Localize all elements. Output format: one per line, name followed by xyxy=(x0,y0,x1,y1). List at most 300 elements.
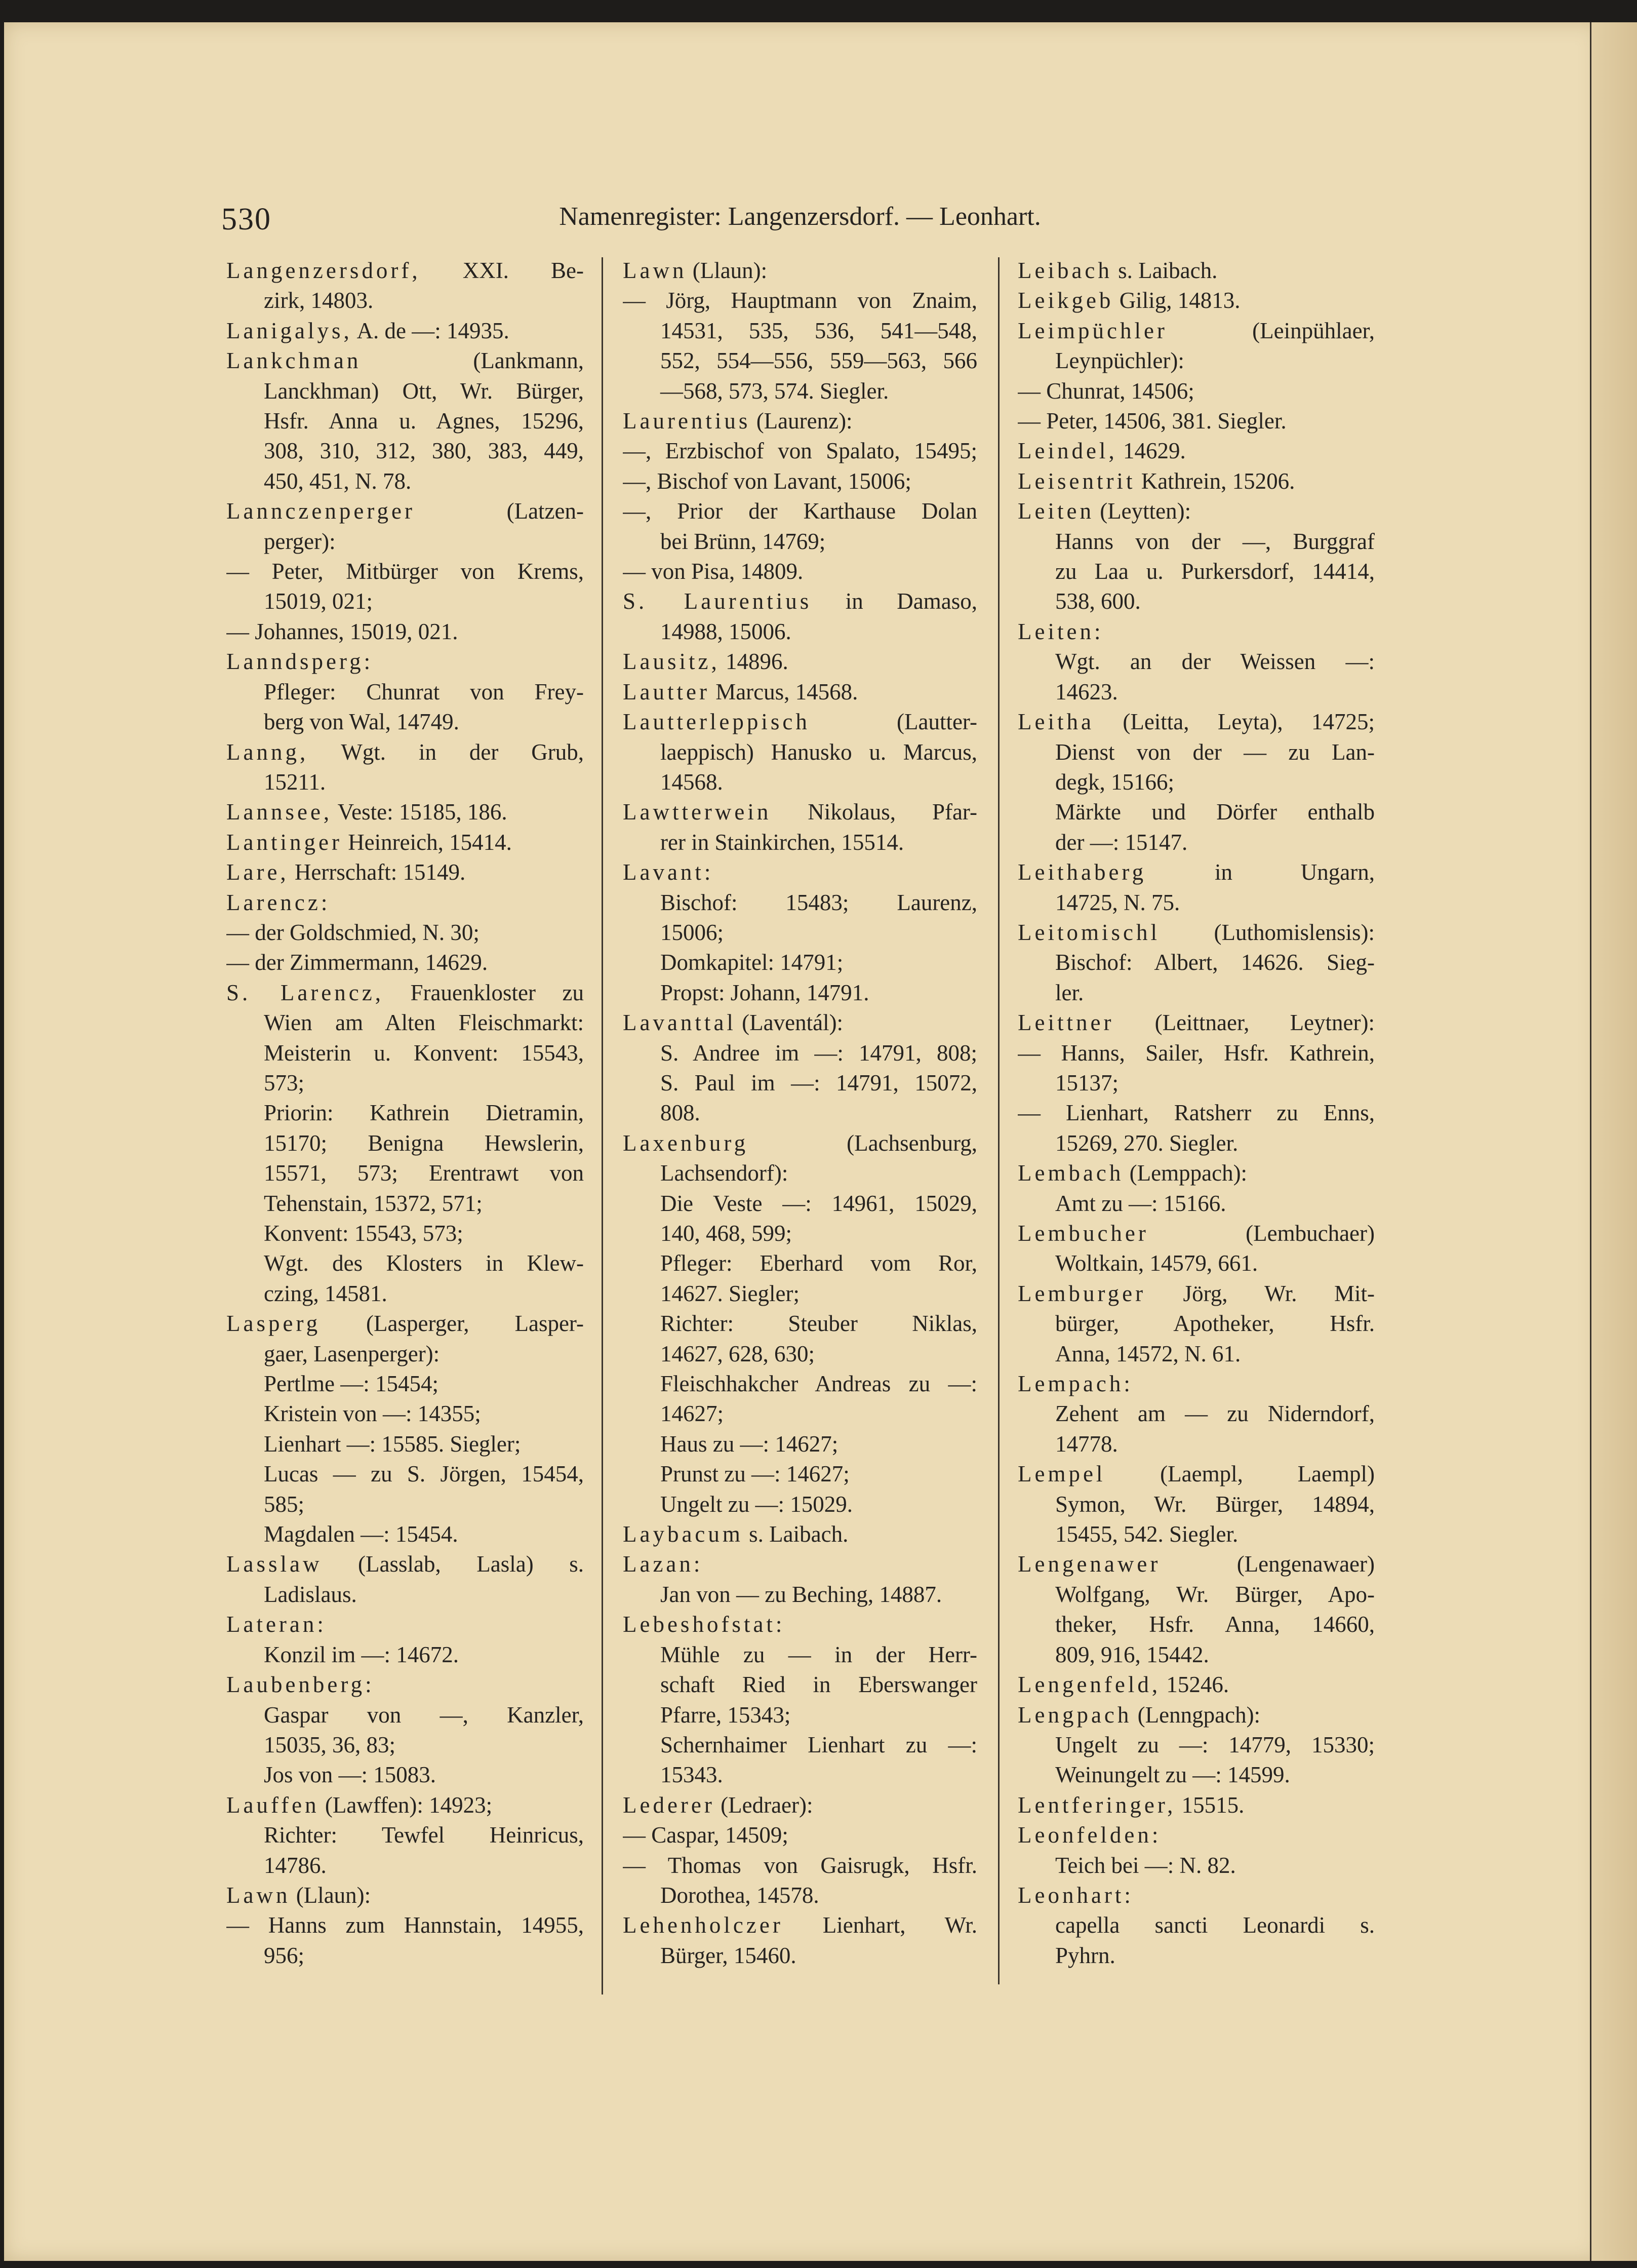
index-text: Richter: Tewfel Heinricus, xyxy=(264,1822,584,1848)
index-text: (Leytten): xyxy=(1094,498,1191,524)
index-headword: Leiten: xyxy=(1018,618,1104,644)
index-line xyxy=(226,1549,584,1579)
index-headword: Langenzersdorf, xyxy=(226,258,421,283)
index-line xyxy=(623,1700,977,1730)
index-text: (Lenngpach): xyxy=(1132,1702,1261,1728)
index-line xyxy=(1018,496,1375,526)
index-text: Bischof: Albert, 14626. Sieg- xyxy=(1055,950,1375,975)
index-line xyxy=(623,857,977,887)
index-line xyxy=(623,1248,977,1278)
index-text: Jos von —: 15083. xyxy=(264,1762,436,1788)
index-line xyxy=(623,1820,977,1850)
index-line xyxy=(623,557,977,586)
index-line xyxy=(226,1760,584,1790)
index-line xyxy=(226,586,584,616)
index-text: Pfleger: Chunrat von Frey- xyxy=(264,679,584,705)
index-line xyxy=(226,1820,584,1850)
index-text: Leynpüchler): xyxy=(1055,348,1184,374)
index-text: Konvent: 15543, 573; xyxy=(264,1221,463,1246)
index-text: perger): xyxy=(264,528,336,554)
index-text: Heinreich, 15414. xyxy=(342,829,512,855)
index-headword: Lasperg xyxy=(226,1311,321,1337)
index-column-3 xyxy=(1018,256,1375,1971)
index-line xyxy=(1018,1279,1375,1309)
index-text: capella sancti Leonardi s. xyxy=(1055,1912,1375,1938)
index-line xyxy=(623,1851,977,1881)
index-line xyxy=(1018,466,1375,496)
index-text: Lucas — zu S. Jörgen, 15454, xyxy=(264,1461,584,1487)
index-headword: Lederer xyxy=(623,1792,715,1818)
index-text: (Lasslab, Lasla) s. xyxy=(322,1551,584,1577)
index-line xyxy=(226,617,584,647)
index-line xyxy=(1018,316,1375,346)
index-headword: Leimpüchler xyxy=(1018,318,1168,343)
index-headword: Leisentrit xyxy=(1018,468,1136,494)
index-text: Wgt. in der Grub, xyxy=(308,739,584,765)
index-line xyxy=(1018,376,1375,406)
index-text: (Laempl, Laempl) xyxy=(1105,1461,1375,1487)
index-text: 15343. xyxy=(660,1762,723,1788)
index-text: Teich bei —: N. 82. xyxy=(1055,1852,1236,1878)
index-headword: Laybacum xyxy=(623,1521,743,1547)
index-line xyxy=(623,1339,977,1369)
index-text: Herrschaft: 15149. xyxy=(289,859,466,885)
index-line xyxy=(1018,1429,1375,1459)
index-text: Frauenkloster zu xyxy=(383,980,584,1005)
index-line xyxy=(226,1730,584,1760)
index-text: in Ungarn, xyxy=(1146,859,1375,885)
index-text: Meisterin u. Konvent: 15543, xyxy=(264,1040,584,1066)
index-headword: Lawtterwein xyxy=(623,799,772,825)
index-text: Gilig, 14813. xyxy=(1113,288,1241,314)
index-line xyxy=(1018,1369,1375,1399)
index-line xyxy=(623,1219,977,1248)
index-line xyxy=(623,496,977,526)
index-headword: Leiten xyxy=(1018,498,1094,524)
index-line xyxy=(623,527,977,557)
index-line xyxy=(226,1640,584,1670)
index-text: Kathrein, 15206. xyxy=(1135,468,1295,494)
index-line xyxy=(623,1580,977,1610)
index-line xyxy=(623,828,977,857)
index-text: Die Veste —: 14961, 15029, xyxy=(660,1190,977,1216)
index-line xyxy=(226,1189,584,1219)
index-text: 15137; xyxy=(1055,1070,1119,1096)
index-line xyxy=(1018,256,1375,286)
index-line xyxy=(623,316,977,346)
index-text: Wien am Alten Fleischmarkt: xyxy=(264,1010,584,1036)
index-headword: Laxenburg xyxy=(623,1130,749,1156)
index-line xyxy=(623,767,977,797)
index-line xyxy=(1018,1128,1375,1158)
index-headword: Lankchman xyxy=(226,348,362,374)
index-text: Nikolaus, Pfar- xyxy=(771,799,977,825)
index-text: 15006; xyxy=(660,919,724,945)
index-line xyxy=(623,1490,977,1519)
index-headword: Lasslaw xyxy=(226,1551,323,1577)
index-text: rer in Stainkirchen, 15514. xyxy=(660,829,904,855)
index-text: Hsfr. Anna u. Agnes, 15296, xyxy=(264,408,584,434)
index-line xyxy=(623,1730,977,1760)
index-text: (Lawffen): 14923; xyxy=(319,1792,493,1818)
index-line xyxy=(226,1038,584,1068)
index-text: 538, 600. xyxy=(1055,589,1141,614)
index-line xyxy=(226,376,584,406)
index-line xyxy=(623,1790,977,1820)
index-text: XXI. Be- xyxy=(420,258,584,283)
index-text: Wgt. an der Weissen —: xyxy=(1055,649,1375,675)
index-text: (Leinpühlaer, xyxy=(1167,318,1375,343)
index-text: 14531, 535, 536, 541—548, xyxy=(660,318,977,343)
index-line xyxy=(226,406,584,436)
index-text: — Johannes, 15019, 021. xyxy=(226,618,458,644)
index-line xyxy=(623,617,977,647)
index-headword: Leonfelden: xyxy=(1018,1822,1162,1848)
index-text: Jan von — zu Beching, 14887. xyxy=(660,1581,942,1607)
index-line xyxy=(1018,797,1375,827)
index-text: schaft Ried in Eberswanger xyxy=(660,1672,977,1698)
index-line xyxy=(623,1429,977,1459)
index-text: Märkte und Dörfer enthalb xyxy=(1055,799,1375,825)
index-column-1 xyxy=(226,256,584,1971)
index-text: 140, 468, 599; xyxy=(660,1221,792,1246)
index-text: 14627, 628, 630; xyxy=(660,1341,815,1366)
index-line xyxy=(623,286,977,316)
index-headword: Lausitz, xyxy=(623,649,720,675)
index-line xyxy=(623,918,977,948)
index-text: Weinungelt zu —: 14599. xyxy=(1055,1762,1290,1788)
index-text: Pyhrn. xyxy=(1055,1942,1115,1968)
index-line xyxy=(226,707,584,737)
index-text: Priorin: Kathrein Dietramin, xyxy=(264,1100,584,1126)
index-line xyxy=(1018,647,1375,677)
index-line xyxy=(1018,1851,1375,1881)
index-line xyxy=(623,586,977,616)
index-line xyxy=(1018,1490,1375,1519)
index-text: gaer, Lasenperger): xyxy=(264,1341,440,1366)
index-line xyxy=(226,1700,584,1730)
index-line xyxy=(1018,978,1375,1008)
index-text: Ungelt zu —: 14779, 15330; xyxy=(1055,1732,1375,1757)
index-text: Tehenstain, 15372, 571; xyxy=(264,1190,483,1216)
index-headword: Leibach xyxy=(1018,258,1112,283)
index-text: 14725, N. 75. xyxy=(1055,889,1180,915)
index-headword: Lautter xyxy=(623,679,710,705)
index-line xyxy=(226,1580,584,1610)
index-text: (Lengenawaer) xyxy=(1161,1551,1375,1577)
index-line xyxy=(1018,1941,1375,1971)
index-text: (Ledraer): xyxy=(714,1792,813,1818)
index-text: 15246. xyxy=(1161,1672,1229,1698)
index-text: Schernhaimer Lienhart zu —: xyxy=(660,1732,977,1757)
index-text: (Lachsenburg, xyxy=(748,1130,977,1156)
index-line xyxy=(226,978,584,1008)
index-text: — Thomas von Gaisrugk, Hsfr. xyxy=(623,1852,977,1878)
index-text: S. Paul im —: 14791, 15072, xyxy=(660,1070,977,1096)
index-text: Dorothea, 14578. xyxy=(660,1882,819,1908)
index-line xyxy=(1018,857,1375,887)
index-line xyxy=(623,1008,977,1038)
index-line xyxy=(226,1369,584,1399)
index-line xyxy=(623,1640,977,1670)
index-line xyxy=(623,1610,977,1639)
index-line xyxy=(226,256,584,286)
index-line xyxy=(1018,1068,1375,1098)
index-text: — Hanns zum Hannstain, 14955, xyxy=(226,1912,584,1938)
index-headword: Lehenholczer xyxy=(623,1912,783,1938)
index-line xyxy=(623,1068,977,1098)
index-headword: S. Laurentius xyxy=(623,589,812,614)
index-line xyxy=(226,1399,584,1429)
index-text: (Leittnaer, Leytner): xyxy=(1114,1010,1375,1036)
index-line xyxy=(1018,286,1375,316)
index-text: Richter: Steuber Niklas, xyxy=(660,1311,977,1337)
index-text: 14627; xyxy=(660,1401,724,1427)
index-text: 585; xyxy=(264,1491,305,1517)
index-line xyxy=(226,1910,584,1940)
index-line xyxy=(1018,1760,1375,1790)
index-headword: Lauffen xyxy=(226,1792,320,1818)
index-text: — Jörg, Hauptmann von Znaim, xyxy=(623,288,977,314)
index-headword: Leonhart: xyxy=(1018,1882,1134,1908)
index-text: Ungelt zu —: 15029. xyxy=(660,1491,853,1517)
index-line xyxy=(226,767,584,797)
index-line xyxy=(1018,828,1375,857)
index-line xyxy=(1018,1820,1375,1850)
index-text: in Damaso, xyxy=(812,589,977,614)
index-text: — Caspar, 14509; xyxy=(623,1822,788,1848)
index-line xyxy=(1018,737,1375,767)
index-line xyxy=(226,857,584,887)
index-line xyxy=(226,1670,584,1700)
index-line xyxy=(1018,406,1375,436)
index-line xyxy=(1018,1219,1375,1248)
index-text: Pfleger: Eberhard vom Ror, xyxy=(660,1250,977,1276)
index-text: —, Prior der Karthause Dolan xyxy=(623,498,977,524)
index-text: ler. xyxy=(1055,980,1084,1005)
index-line xyxy=(226,1790,584,1820)
index-text: Haus zu —: 14627; xyxy=(660,1431,839,1457)
index-line xyxy=(1018,1640,1375,1670)
index-line xyxy=(226,1309,584,1339)
index-headword: Leitomischl xyxy=(1018,919,1160,945)
index-headword: Laurentius xyxy=(623,408,751,434)
index-line xyxy=(623,978,977,1008)
index-line xyxy=(226,1490,584,1519)
index-headword: Leindel, xyxy=(1018,438,1117,464)
index-line xyxy=(623,1038,977,1068)
index-line xyxy=(1018,586,1375,616)
index-text: A. de —: 14935. xyxy=(352,318,509,343)
index-headword: Leikgeb xyxy=(1018,288,1114,314)
index-text: (Llaun): xyxy=(290,1882,371,1908)
index-text: berg von Wal, 14749. xyxy=(264,709,459,735)
index-headword: Lebeshofstat: xyxy=(623,1612,785,1637)
index-line xyxy=(623,1369,977,1399)
index-text: Wgt. des Klosters in Klew- xyxy=(264,1250,584,1276)
index-line xyxy=(1018,1790,1375,1820)
index-text: Bürger, 15460. xyxy=(660,1942,796,1968)
index-line xyxy=(623,1459,977,1489)
index-text: Kristein von —: 14355; xyxy=(264,1401,481,1427)
index-headword: Lanng, xyxy=(226,739,309,765)
index-headword: Lemburger xyxy=(1018,1280,1146,1306)
index-text: —, Bischof von Lavant, 15006; xyxy=(623,468,911,494)
index-text: — Peter, 14506, 381. Siegler. xyxy=(1018,408,1287,434)
index-text: Marcus, 14568. xyxy=(709,679,858,705)
index-headword: Lavanttal xyxy=(623,1010,736,1036)
index-text: theker, Hsfr. Anna, 14660, xyxy=(1055,1612,1375,1637)
index-line xyxy=(226,1519,584,1549)
index-text: (Laventál): xyxy=(736,1010,844,1036)
index-text: Symon, Wr. Bürger, 14894, xyxy=(1055,1491,1375,1517)
index-text: Konzil im —: 14672. xyxy=(264,1641,459,1667)
index-text: bürger, Apotheker, Hsfr. xyxy=(1055,1311,1375,1337)
index-line xyxy=(226,557,584,586)
index-line xyxy=(226,1279,584,1309)
index-text: der —: 15147. xyxy=(1055,829,1188,855)
index-line xyxy=(226,1158,584,1188)
index-text: s. Laibach. xyxy=(1112,258,1218,283)
index-line xyxy=(226,527,584,557)
index-text: (Leitta, Leyta), 14725; xyxy=(1094,709,1375,735)
index-line xyxy=(1018,1339,1375,1369)
index-text: 573; xyxy=(264,1070,305,1096)
index-line xyxy=(1018,1549,1375,1579)
index-line xyxy=(1018,677,1375,707)
index-line xyxy=(623,888,977,918)
index-line xyxy=(1018,436,1375,466)
index-text: laeppisch) Hanusko u. Marcus, xyxy=(660,739,977,765)
index-text: Amt zu —: 15166. xyxy=(1055,1190,1226,1216)
index-text: 450, 451, N. 78. xyxy=(264,468,412,494)
index-text: degk, 15166; xyxy=(1055,769,1174,795)
index-line xyxy=(623,1279,977,1309)
index-line xyxy=(1018,1399,1375,1429)
index-headword: Lembach xyxy=(1018,1160,1124,1186)
index-text: Ladislaus. xyxy=(264,1581,357,1607)
index-text: 808. xyxy=(660,1100,700,1126)
index-line xyxy=(623,376,977,406)
index-line xyxy=(1018,1309,1375,1339)
index-text: 956; xyxy=(264,1942,305,1968)
index-line xyxy=(623,1158,977,1188)
index-text: Fleischhakcher Andreas zu —: xyxy=(660,1371,977,1397)
index-text: — von Pisa, 14809. xyxy=(623,559,804,584)
index-line xyxy=(623,1399,977,1429)
index-line xyxy=(1018,1158,1375,1188)
index-text: 14988, 15006. xyxy=(660,618,791,644)
index-line xyxy=(1018,617,1375,647)
index-text: Bischof: 15483; Laurenz, xyxy=(660,889,977,915)
index-text: Anna, 14572, N. 61. xyxy=(1055,1341,1241,1366)
index-text: 14568. xyxy=(660,769,723,795)
index-headword: Lembucher xyxy=(1018,1221,1149,1246)
index-text: (Lankmann, xyxy=(361,348,584,374)
index-line xyxy=(226,647,584,677)
index-text: bei Brünn, 14769; xyxy=(660,528,826,554)
index-headword: Lautterleppisch xyxy=(623,709,810,735)
index-headword: Lengpach xyxy=(1018,1702,1132,1728)
index-text: 15269, 270. Siegler. xyxy=(1055,1130,1239,1156)
index-line xyxy=(1018,767,1375,797)
index-text: Pertlme —: 15454; xyxy=(264,1371,438,1397)
index-text: zirk, 14803. xyxy=(264,288,374,314)
index-line xyxy=(623,1910,977,1940)
index-line xyxy=(226,1429,584,1459)
index-text: 15170; Benigna Hewslerin, xyxy=(264,1130,584,1156)
column-divider xyxy=(998,257,1000,1984)
index-line xyxy=(226,1610,584,1639)
index-headword: Lannczenperger xyxy=(226,498,415,524)
index-text: Mühle zu — in der Herr- xyxy=(660,1641,977,1667)
index-text: — Chunrat, 14506; xyxy=(1018,378,1194,404)
index-line xyxy=(226,496,584,526)
index-text: (Llaun): xyxy=(687,258,768,283)
index-line xyxy=(1018,1098,1375,1128)
index-line xyxy=(1018,888,1375,918)
index-line xyxy=(1018,1038,1375,1068)
index-text: — der Goldschmied, N. 30; xyxy=(226,919,480,945)
index-headword: Lavant: xyxy=(623,859,714,885)
index-line xyxy=(226,948,584,977)
index-headword: Laubenberg: xyxy=(226,1672,375,1698)
index-text: — Lienhart, Ratsherr zu Enns, xyxy=(1018,1100,1375,1126)
index-headword: Lannsee, xyxy=(226,799,333,825)
index-line xyxy=(226,346,584,376)
index-text: Prunst zu —: 14627; xyxy=(660,1461,850,1487)
index-headword: Lanndsperg: xyxy=(226,649,374,675)
index-text: Gaspar von —, Kanzler, xyxy=(264,1702,584,1728)
index-headword: S. Larencz, xyxy=(226,980,384,1005)
index-line xyxy=(1018,1248,1375,1278)
index-text: 809, 916, 15442. xyxy=(1055,1641,1209,1667)
index-line xyxy=(1018,1670,1375,1700)
index-headword: Lanigalys, xyxy=(226,318,352,343)
index-line xyxy=(1018,1189,1375,1219)
index-text: 15515. xyxy=(1176,1792,1245,1818)
index-line xyxy=(623,647,977,677)
index-text: Wolfgang, Wr. Bürger, Apo- xyxy=(1055,1581,1375,1607)
index-text: Zehent am — zu Niderndorf, xyxy=(1055,1401,1375,1427)
index-line xyxy=(623,797,977,827)
index-line xyxy=(1018,346,1375,376)
index-line xyxy=(623,707,977,737)
index-line xyxy=(1018,527,1375,557)
index-line xyxy=(623,406,977,436)
index-text: Woltkain, 14579, 661. xyxy=(1055,1250,1258,1276)
index-headword: Lare, xyxy=(226,859,289,885)
index-line xyxy=(1018,1519,1375,1549)
index-text: Lanckhman) Ott, Wr. Bürger, xyxy=(264,378,584,404)
index-text: Magdalen —: 15454. xyxy=(264,1521,458,1547)
index-text: Lachsendorf): xyxy=(660,1160,788,1186)
index-text: (Lembuchaer) xyxy=(1148,1221,1375,1246)
index-text: Propst: Johann, 14791. xyxy=(660,980,869,1005)
index-text: 15035, 36, 83; xyxy=(264,1732,396,1757)
index-text: 552, 554—556, 559—563, 566 xyxy=(660,348,977,374)
index-line xyxy=(1018,1881,1375,1910)
index-text: 15455, 542. Siegler. xyxy=(1055,1521,1239,1547)
index-line xyxy=(1018,1610,1375,1639)
index-text: Lienhart, Wr. xyxy=(783,1912,977,1938)
index-text: S. Andree im —: 14791, 808; xyxy=(660,1040,977,1066)
index-line xyxy=(1018,1008,1375,1038)
index-line xyxy=(226,1008,584,1038)
page-number: 530 xyxy=(221,202,271,237)
index-line xyxy=(623,256,977,286)
index-text: Pfarre, 15343; xyxy=(660,1702,791,1728)
